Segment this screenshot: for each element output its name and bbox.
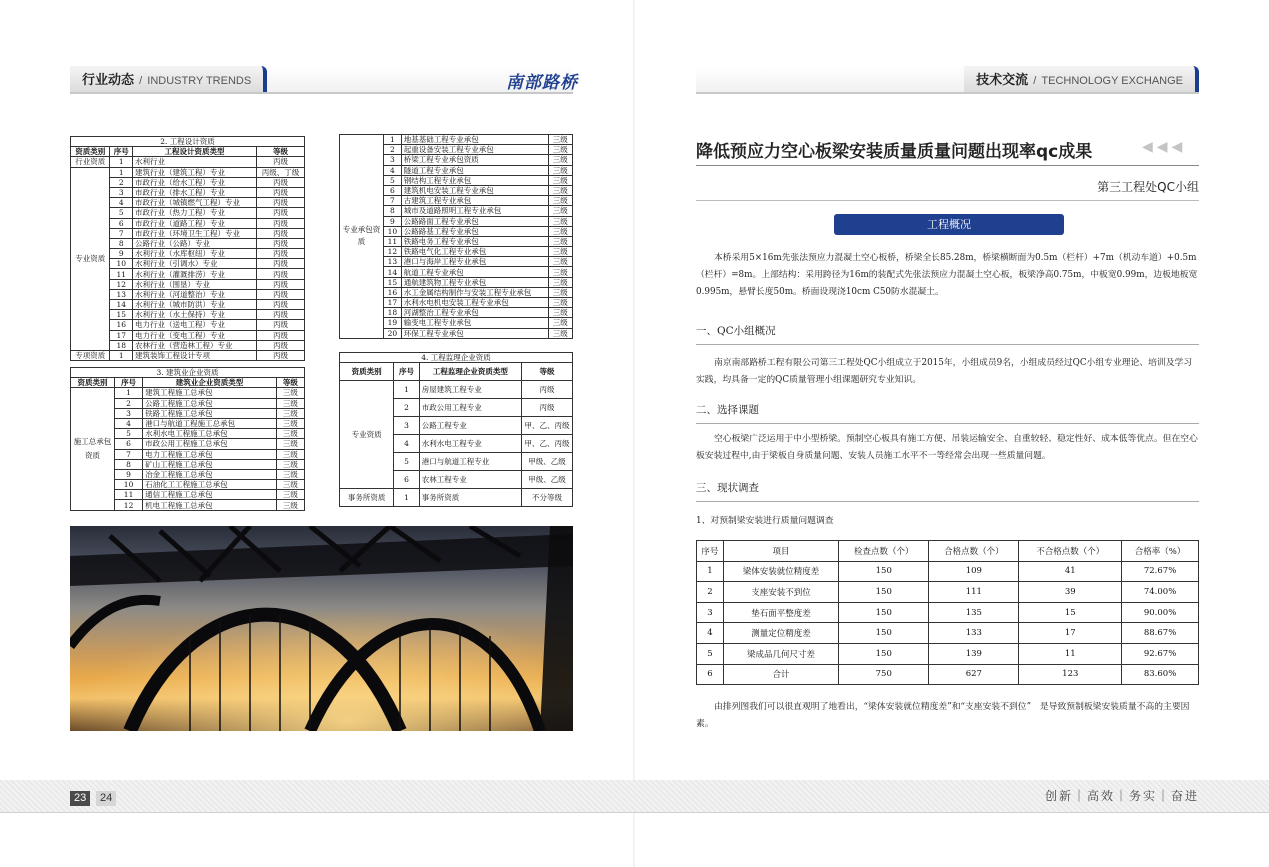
survey-col-header: 序号 [697, 541, 724, 562]
row-grade: 丙级 [257, 177, 305, 187]
row-no: 3 [394, 417, 420, 435]
row-no: 5 [394, 453, 420, 471]
row-type: 市政行业（热力工程）专业 [133, 208, 257, 218]
row-type: 公路路基工程专业承包 [401, 226, 548, 236]
row-grade: 丙级 [257, 198, 305, 208]
sup-col-no: 序号 [394, 363, 420, 381]
table-row [697, 582, 1199, 603]
row-type: 通航建筑物工程专业承包 [401, 277, 548, 287]
design-special-cat: 专项资质 [71, 350, 110, 360]
row-no: 3 [110, 187, 133, 197]
row-grade: 三级 [276, 449, 304, 459]
row-no: 2 [115, 398, 143, 408]
row-grade: 三级 [548, 155, 572, 165]
sup-table-caption: 4. 工程监理企业资质 [340, 353, 573, 363]
row-type: 水利水电工程施工总承包 [143, 429, 277, 439]
row-grade: 三级 [548, 247, 572, 257]
row-type: 公路行业（公路）专业 [133, 238, 257, 248]
cons-col-type: 建筑业企业资质类型 [143, 378, 277, 388]
design-special-grade: 丙级 [257, 350, 305, 360]
row-type: 建筑机电安装工程专业承包 [401, 185, 548, 195]
cons-table-caption: 3. 建筑业企业资质 [71, 368, 305, 378]
row-grade: 丙级 [257, 269, 305, 279]
table-cell: 15 [1019, 602, 1122, 623]
row-no: 4 [384, 165, 402, 175]
cons-col-no: 序号 [115, 378, 143, 388]
row-no: 10 [384, 226, 402, 236]
table-cell: 垫石面平整度差 [723, 602, 838, 623]
table-cell: 4 [697, 623, 724, 644]
row-grade: 三级 [548, 277, 572, 287]
cons-cat: 施工总承包资质 [71, 388, 115, 510]
row-type: 城市及道路照明工程专业承包 [401, 206, 548, 216]
row-no: 3 [115, 408, 143, 418]
table-row [697, 623, 1199, 644]
design-industry-grade: 丙级 [257, 157, 305, 167]
row-type: 水利行业（城市防洪）专业 [133, 300, 257, 310]
right-header-cn: 技术交流 [976, 73, 1029, 88]
table-cell: 90.00% [1122, 602, 1199, 623]
row-grade: 三级 [276, 429, 304, 439]
row-grade: 三级 [548, 135, 572, 145]
row-no: 11 [115, 490, 143, 500]
row-no: 3 [384, 155, 402, 165]
row-grade: 三级 [548, 298, 572, 308]
left-header-bar [70, 66, 573, 94]
bridge-silhouette-image [70, 526, 573, 731]
row-grade: 三级 [276, 398, 304, 408]
design-col-no: 序号 [110, 147, 133, 157]
row-grade: 三级 [548, 145, 572, 155]
table-cell: 750 [839, 664, 929, 685]
table-cell: 123 [1019, 664, 1122, 685]
row-no: 17 [110, 330, 133, 340]
table-cell: 139 [929, 643, 1019, 664]
design-prof-cat: 专业资质 [71, 167, 110, 350]
design-industry-cat: 行业资质 [71, 157, 110, 167]
table-cell: 150 [839, 561, 929, 582]
section-heading-survey: 三、现状调查 [696, 480, 1199, 502]
row-grade: 丙级 [521, 399, 572, 417]
table-cell: 92.67% [1122, 643, 1199, 664]
sup-office-type: 事务所资质 [419, 489, 521, 507]
row-grade: 三级 [548, 257, 572, 267]
table-cell: 41 [1019, 561, 1122, 582]
row-type: 农林行业（营造林工程）专业 [133, 340, 257, 350]
sup-col-cat: 资质类别 [340, 363, 394, 381]
row-grade: 三级 [548, 226, 572, 236]
row-type: 市政公用工程专业 [419, 399, 521, 417]
row-type: 市政行业（给水工程）专业 [133, 177, 257, 187]
table-cell: 梁体安装就位精度差 [723, 561, 838, 582]
article-title: 降低预应力空心板梁安装质量质量问题出现率qc成果 [696, 142, 1093, 162]
row-type: 地基基础工程专业承包 [401, 135, 548, 145]
page-number-right: 24 [96, 791, 116, 806]
table-cell: 2 [697, 582, 724, 603]
survey-col-header: 检查点数（个） [839, 541, 929, 562]
row-grade: 甲、乙、丙级 [521, 435, 572, 453]
row-type: 环保工程专业承包 [401, 328, 548, 338]
row-no: 9 [115, 469, 143, 479]
section-heading-topic: 二、选择课题 [696, 402, 1199, 424]
section-pill-overview: 工程概况 [834, 214, 1064, 235]
construction-qualification-table [70, 367, 305, 511]
table-row [71, 388, 305, 398]
row-no: 5 [115, 429, 143, 439]
subtitle-rule [696, 200, 1199, 201]
row-grade: 甲级、乙级 [521, 471, 572, 489]
table-cell: 74.00% [1122, 582, 1199, 603]
row-no: 10 [110, 259, 133, 269]
row-grade: 三级 [548, 165, 572, 175]
row-grade: 丙级 [257, 187, 305, 197]
row-no: 5 [110, 208, 133, 218]
left-page [0, 0, 634, 867]
design-special-no: 1 [110, 350, 133, 360]
row-grade: 丙级 [257, 238, 305, 248]
row-grade: 丙级 [257, 259, 305, 269]
row-grade: 丙级 [257, 249, 305, 259]
table-row [340, 135, 573, 145]
row-type: 港口与航道工程专业 [419, 453, 521, 471]
right-page [634, 0, 1269, 867]
row-grade: 丙级 [257, 310, 305, 320]
row-type: 水利水电机电安装工程专业承包 [401, 298, 548, 308]
row-no: 19 [384, 318, 402, 328]
row-type: 钢结构工程专业承包 [401, 175, 548, 185]
row-grade: 三级 [276, 490, 304, 500]
row-type: 市政行业（环境卫生工程）专业 [133, 228, 257, 238]
row-no: 6 [394, 471, 420, 489]
left-brand-logo: 南部路桥 [506, 73, 578, 93]
table-cell: 72.67% [1122, 561, 1199, 582]
row-type: 河湖整治工程专业承包 [401, 308, 548, 318]
row-grade: 三级 [276, 469, 304, 479]
table-row [697, 664, 1199, 685]
row-no: 12 [110, 279, 133, 289]
sup-col-type: 工程监理企业资质类型 [419, 363, 521, 381]
row-type: 市政行业（道路工程）专业 [133, 218, 257, 228]
survey-col-header: 项目 [723, 541, 838, 562]
design-industry-no: 1 [110, 157, 133, 167]
row-type: 建筑行业（建筑工程）专业 [133, 167, 257, 177]
right-header-bar [696, 66, 1199, 94]
cons-rows [71, 388, 305, 510]
row-type: 机电工程施工总承包 [143, 500, 277, 510]
row-type: 隧道工程专业承包 [401, 165, 548, 175]
row-type: 冶金工程施工总承包 [143, 469, 277, 479]
row-grade: 三级 [548, 175, 572, 185]
row-grade: 三级 [548, 318, 572, 328]
specialty-qualification-table [339, 134, 573, 339]
row-grade: 甲、乙、丙级 [521, 417, 572, 435]
table-cell: 1 [697, 561, 724, 582]
right-header-sep: / [1033, 75, 1037, 87]
table-cell: 135 [929, 602, 1019, 623]
row-type: 市政行业（城镇燃气工程）专业 [133, 198, 257, 208]
row-type: 水利行业（灌溉排涝）专业 [133, 269, 257, 279]
row-type: 市政公用工程施工总承包 [143, 439, 277, 449]
left-header-sep: / [139, 75, 143, 87]
table-row [71, 167, 305, 177]
table-cell: 150 [839, 623, 929, 644]
row-grade: 丙级 [257, 228, 305, 238]
row-no: 8 [384, 206, 402, 216]
row-type: 农林工程专业 [419, 471, 521, 489]
row-no: 12 [115, 500, 143, 510]
row-type: 电力行业（送电工程）专业 [133, 320, 257, 330]
table-cell: 测量定位精度差 [723, 623, 838, 644]
design-col-cat: 资质类别 [71, 147, 110, 157]
row-no: 6 [110, 218, 133, 228]
row-type: 公路工程专业 [419, 417, 521, 435]
row-grade: 丙级 [257, 218, 305, 228]
row-grade: 三级 [548, 206, 572, 216]
sup-col-grade: 等级 [521, 363, 572, 381]
row-type: 铁路电务工程专业承包 [401, 236, 548, 246]
row-type: 输变电工程专业承包 [401, 318, 548, 328]
row-no: 1 [115, 388, 143, 398]
row-type: 港口与海岸工程专业承包 [401, 257, 548, 267]
row-grade: 三级 [548, 185, 572, 195]
table-cell: 3 [697, 602, 724, 623]
left-header-cn: 行业动态 [82, 73, 135, 88]
sup-office-grade: 不分等级 [521, 489, 572, 507]
survey-table [696, 540, 1199, 685]
row-type: 港口与航道工程施工总承包 [143, 418, 277, 428]
conclusion-paragraph: 由排列图我们可以很直观明了地看出，“梁体安装就位精度差”和“支座安装不到位” 是导致预制板梁安装质量不高的主要因素。 [696, 702, 1190, 729]
table-cell: 133 [929, 623, 1019, 644]
right-header-tab [964, 66, 1199, 92]
table-cell: 150 [839, 602, 929, 623]
row-type: 起重设备安装工程专业承包 [401, 145, 548, 155]
table-cell: 6 [697, 664, 724, 685]
design-table-caption: 2. 工程设计资质 [71, 137, 305, 147]
row-grade: 三级 [276, 439, 304, 449]
design-qualification-table [70, 136, 305, 361]
row-grade: 丙级 [257, 208, 305, 218]
row-grade: 三级 [276, 388, 304, 398]
row-grade: 三级 [276, 418, 304, 428]
table-cell: 150 [839, 582, 929, 603]
title-rule [696, 165, 1199, 166]
sup-rows [340, 381, 573, 489]
supervision-qualification-table [339, 352, 573, 507]
survey-col-header: 不合格点数（个） [1019, 541, 1122, 562]
row-no: 2 [384, 145, 402, 155]
design-col-grade: 等级 [257, 147, 305, 157]
row-no: 10 [115, 480, 143, 490]
row-no: 1 [110, 167, 133, 177]
row-no: 15 [384, 277, 402, 287]
row-type: 铁路电气化工程专业承包 [401, 247, 548, 257]
row-no: 11 [384, 236, 402, 246]
row-type: 水利水电工程专业 [419, 435, 521, 453]
table-cell: 88.67% [1122, 623, 1199, 644]
row-grade: 丙级 [257, 279, 305, 289]
row-type: 航道工程专业承包 [401, 267, 548, 277]
row-no: 8 [115, 459, 143, 469]
row-no: 9 [384, 216, 402, 226]
row-type: 水利行业（水库枢纽）专业 [133, 249, 257, 259]
row-no: 2 [110, 177, 133, 187]
row-type: 水利行业（河道整治）专业 [133, 289, 257, 299]
table-row [697, 602, 1199, 623]
design-prof-rows [71, 167, 305, 350]
table-row [340, 381, 573, 399]
table-cell: 合计 [723, 664, 838, 685]
table-cell: 5 [697, 643, 724, 664]
left-header-tab [70, 66, 267, 92]
qc-paragraph: 南京南部路桥工程有限公司第三工程处QC小组成立于2015年，小组成员9名，小组成员经过QC小组专业理论、培训及学习实践，均具备一定的QC质量管理小组课题研究专业知识。 [696, 358, 1193, 385]
row-no: 1 [394, 381, 420, 399]
row-type: 古建筑工程专业承包 [401, 196, 548, 206]
row-type: 水利行业（围垦）专业 [133, 279, 257, 289]
row-type: 建筑工程施工总承包 [143, 388, 277, 398]
row-type: 房屋建筑工程专业 [419, 381, 521, 399]
row-type: 通信工程施工总承包 [143, 490, 277, 500]
row-no: 16 [384, 287, 402, 297]
row-no: 18 [384, 308, 402, 318]
row-grade: 三级 [548, 236, 572, 246]
row-grade: 三级 [276, 500, 304, 510]
page-number-left: 23 [70, 791, 90, 806]
footer-motto: 创新｜高效｜务实｜奋进 [1044, 789, 1199, 803]
row-no: 8 [110, 238, 133, 248]
row-grade: 丙级 [257, 320, 305, 330]
cons-col-grade: 等级 [276, 378, 304, 388]
survey-subheading: 1、对预制梁安装进行质量问题调查 [696, 516, 834, 526]
row-grade: 三级 [548, 287, 572, 297]
footer-rule [0, 812, 1269, 813]
row-grade: 三级 [548, 328, 572, 338]
cons-col-cat: 资质类别 [71, 378, 115, 388]
row-grade: 丙级 [257, 300, 305, 310]
topic-paragraph: 空心板梁广泛运用于中小型桥梁。预制空心板具有施工方便、吊装运输安全、自重较轻、稳定性好、成本低等优点。但在空心板安装过程中,由于梁板自身质量问题、安装人员施工水平不一等经常会出现一些质量问题。 [696, 434, 1198, 461]
table-cell: 111 [929, 582, 1019, 603]
row-no: 13 [110, 289, 133, 299]
row-no: 7 [110, 228, 133, 238]
row-grade: 丙级 [257, 289, 305, 299]
row-no: 20 [384, 328, 402, 338]
row-no: 14 [110, 300, 133, 310]
row-no: 9 [110, 249, 133, 259]
row-no: 7 [384, 196, 402, 206]
table-row [697, 561, 1199, 582]
row-no: 2 [394, 399, 420, 417]
row-type: 电力工程施工总承包 [143, 449, 277, 459]
table-row [697, 643, 1199, 664]
table-cell: 11 [1019, 643, 1122, 664]
row-no: 13 [384, 257, 402, 267]
overview-paragraph: 本桥采用5×16m先张法预应力混凝土空心板桥，桥梁全长85.28m，桥梁横断面为0.5m（栏杆）+7m（机动车道）+0.5m（栏杆）=8m。上部结构：采用跨径为16m的装配式先张法预应力混凝土空心板，板梁净高0.75m，中板宽0.99m，边板地板宽0.995m，悬臂长度50m。桥面设现浇10cm C50防水混凝土。 [696, 253, 1198, 297]
row-type: 石油化工工程施工总承包 [143, 480, 277, 490]
row-type: 水利行业（水土保持）专业 [133, 310, 257, 320]
row-type: 铁路工程施工总承包 [143, 408, 277, 418]
table-cell: 627 [929, 664, 1019, 685]
row-grade: 三级 [276, 480, 304, 490]
row-no: 4 [394, 435, 420, 453]
row-type: 矿山工程施工总承包 [143, 459, 277, 469]
row-grade: 三级 [548, 267, 572, 277]
row-grade: 三级 [548, 216, 572, 226]
design-industry-type: 水利行业 [133, 157, 257, 167]
row-no: 5 [384, 175, 402, 185]
section-heading-qc: 一、QC小组概况 [696, 323, 1199, 345]
spec-rows [340, 135, 573, 339]
table-cell: 83.60% [1122, 664, 1199, 685]
row-no: 17 [384, 298, 402, 308]
design-special-type: 建筑装饰工程设计专项 [133, 350, 257, 360]
row-grade: 三级 [548, 308, 572, 318]
row-grade: 三级 [548, 196, 572, 206]
design-col-type: 工程设计资质类型 [133, 147, 257, 157]
survey-table-header [697, 541, 1199, 562]
survey-table-body [697, 561, 1199, 685]
row-no: 14 [384, 267, 402, 277]
row-grade: 三级 [276, 408, 304, 418]
survey-col-header: 合格点数（个） [929, 541, 1019, 562]
row-grade: 甲级、乙级 [521, 453, 572, 471]
row-no: 4 [110, 198, 133, 208]
row-type: 公路工程施工总承包 [143, 398, 277, 408]
table-cell: 109 [929, 561, 1019, 582]
row-no: 7 [115, 449, 143, 459]
row-grade: 丙级、丁级 [257, 167, 305, 177]
table-cell: 39 [1019, 582, 1122, 603]
right-header-en: TECHNOLOGY EXCHANGE [1041, 75, 1183, 87]
row-no: 11 [110, 269, 133, 279]
row-grade: 丙级 [257, 330, 305, 340]
table-cell: 梁成品几何尺寸差 [723, 643, 838, 664]
row-type: 水利行业（引调水）专业 [133, 259, 257, 269]
row-no: 1 [384, 135, 402, 145]
row-type: 桥梁工程专业承包资质 [401, 155, 548, 165]
row-no: 6 [384, 185, 402, 195]
title-arrows-icon: ◀◀◀ [1142, 139, 1187, 155]
table-cell: 150 [839, 643, 929, 664]
bridge-photo [70, 526, 573, 731]
row-type: 电力行业（变电工程）专业 [133, 330, 257, 340]
spec-cat: 专业承包资质 [340, 135, 384, 339]
row-type: 市政行业（排水工程）专业 [133, 187, 257, 197]
row-no: 18 [110, 340, 133, 350]
sup-cat: 专业资质 [340, 381, 394, 489]
row-no: 16 [110, 320, 133, 330]
row-no: 4 [115, 418, 143, 428]
table-cell: 17 [1019, 623, 1122, 644]
row-no: 15 [110, 310, 133, 320]
sup-office-cat: 事务所资质 [340, 489, 394, 507]
sup-office-no: 1 [394, 489, 420, 507]
row-grade: 丙级 [257, 340, 305, 350]
table-cell: 支座安装不到位 [723, 582, 838, 603]
row-type: 公路路面工程专业承包 [401, 216, 548, 226]
left-header-en: INDUSTRY TRENDS [147, 75, 252, 87]
row-no: 12 [384, 247, 402, 257]
survey-col-header: 合格率（%） [1122, 541, 1199, 562]
row-no: 6 [115, 439, 143, 449]
row-grade: 丙级 [521, 381, 572, 399]
article-author: 第三工程处QC小组 [1097, 180, 1199, 194]
row-type: 水工金属结构制作与安装工程专业承包 [401, 287, 548, 297]
row-grade: 三级 [276, 459, 304, 469]
